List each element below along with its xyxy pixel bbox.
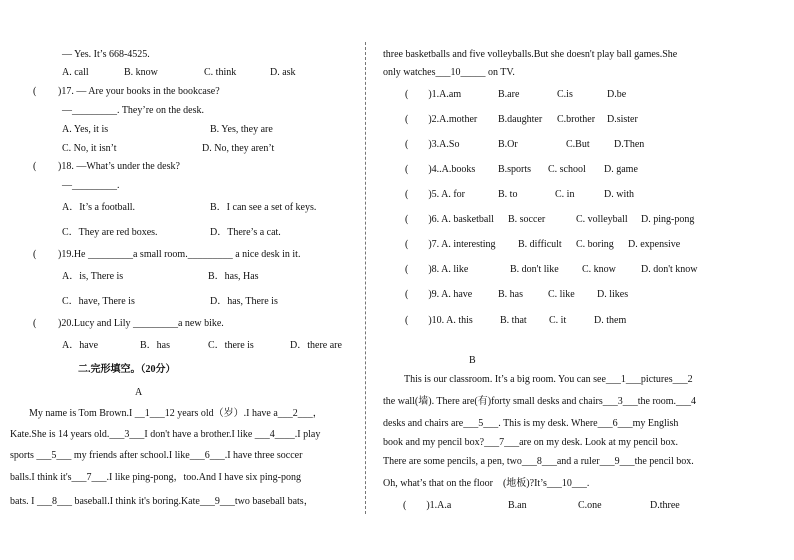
cloze-b-item-1-d: D.three	[650, 500, 680, 511]
passage-a-line: balls.I think it's___7___.I like ping-pong，too.And I have six ping-pong	[10, 472, 301, 483]
q17-option-a: A. Yes, it is	[62, 124, 109, 135]
q20-paren: (	[33, 318, 37, 329]
q19-stem: )19.He _________a small room._________ a nice desk in it.	[58, 249, 301, 260]
passage-a-cont-line: three basketballs and five volleyballs.But she doesn't play ball games.She	[383, 49, 678, 60]
q20-option-b: B．has	[140, 340, 170, 351]
cloze-a-item-2-d: D.sister	[607, 114, 638, 125]
cloze-a-item-1-stem: ( )1.A.am	[405, 89, 462, 100]
cloze-a-item-4-c: C. school	[548, 164, 586, 175]
cloze-a-item-1-c: C.is	[557, 89, 573, 100]
cloze-a-item-6-b: B. soccer	[508, 214, 546, 225]
passage-b-line: the wall(墙). There are(有)forty small desks and chairs___3___the room.___4	[383, 396, 697, 407]
cloze-a-item-7-d: D. expensive	[628, 239, 681, 250]
column-divider	[365, 42, 366, 514]
cloze-a-item-3-d: D.Then	[614, 139, 645, 150]
cloze-a-item-2-c: C.brother	[557, 114, 596, 125]
q17-paren: (	[33, 86, 37, 97]
section-title: 二.完形填空。（20分）	[78, 364, 176, 375]
q18-reply: —_________.	[62, 180, 120, 191]
q18-option-a: A．It’s a football.	[62, 202, 136, 213]
q18-option-d: D．There’s a cat.	[210, 227, 281, 238]
cloze-a-item-7-c: C. boring	[576, 239, 614, 250]
cloze-a-item-1-d: D.be	[607, 89, 627, 100]
q20-option-c: C．there is	[208, 340, 254, 351]
passage-a-label: A	[135, 387, 143, 398]
passage-a-line: Kate.She is 14 years old.___3___I don't have a brother.I like ___4____.I play	[10, 429, 321, 440]
cloze-a-item-4-b: B.sports	[498, 164, 532, 175]
cloze-a-item-6-d: D. ping-pong	[641, 214, 695, 225]
q19-option-d: D．has, There is	[210, 296, 278, 307]
passage-a-cont-line: only watches___10_____ on TV.	[383, 67, 515, 78]
passage-a-line: My name is Tom Brown.I __1___12 years old（岁）.I have a___2___，	[29, 408, 323, 419]
cloze-a-item-3-b: B.Or	[498, 139, 518, 150]
passage-a-line: sports ___5___ my friends after school.I like___6___.I have three soccer	[10, 450, 303, 461]
cloze-a-item-6-stem: ( )6. A. basketball	[405, 214, 494, 225]
cloze-b-item-1-stem: ( )1.A.a	[403, 500, 452, 511]
cloze-a-item-2-b: B.daughter	[498, 114, 543, 125]
passage-b-line: Oh, what’s that on the floor (地板)?It’s___10___.	[383, 478, 590, 489]
cloze-a-item-10-c: C. it	[549, 315, 567, 326]
q18-option-c: C．They are red boxes.	[62, 227, 158, 238]
q20-stem: )20.Lucy and Lily _________a new bike.	[58, 318, 224, 329]
q16-option-b: B. know	[124, 67, 158, 78]
q17-option-d: D. No, they aren’t	[202, 143, 275, 154]
cloze-a-item-5-c: C. in	[555, 189, 575, 200]
cloze-a-item-9-b: B. has	[498, 289, 523, 300]
cloze-a-item-3-c: C.But	[566, 139, 590, 150]
q19-option-c: C．have, There is	[62, 296, 135, 307]
q17-option-c: C. No, it isn’t	[62, 143, 117, 154]
cloze-a-item-3-stem: ( )3.A.So	[405, 139, 460, 150]
passage-b-label: B	[469, 355, 476, 366]
q16-reply: — Yes. It’s 668-4525.	[62, 49, 150, 60]
cloze-a-item-10-d: D. them	[594, 315, 627, 326]
cloze-a-item-8-d: D. don't know	[641, 264, 698, 275]
cloze-a-item-6-c: C. volleyball	[576, 214, 628, 225]
cloze-a-item-5-d: D. with	[604, 189, 634, 200]
cloze-a-item-9-stem: ( )9. A. have	[405, 289, 473, 300]
cloze-b-item-1-b: B.an	[508, 500, 527, 511]
q18-option-b: B．I can see a set of keys.	[210, 202, 317, 213]
q17-reply: —_________. They’re on the desk.	[62, 105, 205, 116]
q16-option-d: D. ask	[270, 67, 296, 78]
cloze-a-item-8-b: B. don't like	[510, 264, 559, 275]
cloze-a-item-2-stem: ( )2.A.mother	[405, 114, 478, 125]
cloze-a-item-5-stem: ( )5. A. for	[405, 189, 465, 200]
passage-b-line: book and my pencil box?___7___are on my desk. Look at my pencil box.	[383, 437, 678, 448]
q20-option-a: A．have	[62, 340, 99, 351]
cloze-a-item-1-b: B.are	[498, 89, 520, 100]
cloze-b-item-1-c: C.one	[578, 500, 602, 511]
q19-option-a: A．is, There is	[62, 271, 124, 282]
q16-option-c: C. think	[204, 67, 237, 78]
q19-option-b: B．has, Has	[208, 271, 259, 282]
q20-option-d: D．there are	[290, 340, 342, 351]
passage-b-line: desks and chairs are___5___. This is my desk. Where___6___my English	[383, 418, 679, 429]
cloze-a-item-8-c: C. know	[582, 264, 616, 275]
cloze-a-item-4-stem: ( )4..A.books	[405, 164, 476, 175]
cloze-a-item-9-c: C. like	[548, 289, 575, 300]
cloze-a-item-5-b: B. to	[498, 189, 518, 200]
q18-paren: (	[33, 161, 37, 172]
q18-stem: )18. —What’s under the desk?	[58, 161, 180, 172]
cloze-a-item-8-stem: ( )8. A. like	[405, 264, 469, 275]
q19-paren: (	[33, 249, 37, 260]
passage-b-line: This is our classroom. It’s a big room. You can see___1___pictures___2	[404, 374, 693, 385]
q17-option-b: B. Yes, they are	[210, 124, 273, 135]
passage-b-line: There are some pencils, a pen, two___8___and a ruler___9___the pencil box.	[383, 456, 694, 467]
q16-option-a: A. call	[62, 67, 89, 78]
cloze-a-item-7-stem: ( )7. A. interesting	[405, 239, 496, 250]
passage-a-line: bats. I ___8___ baseball.I think it's boring.Kate___9___two baseball bats，	[10, 496, 314, 507]
cloze-a-item-10-stem: ( )10. A. this	[405, 315, 473, 326]
cloze-a-item-4-d: D. game	[604, 164, 638, 175]
q17-stem: )17. — Are your books in the bookcase?	[58, 86, 220, 97]
cloze-a-item-10-b: B. that	[500, 315, 527, 326]
cloze-a-item-7-b: B. difficult	[518, 239, 562, 250]
cloze-a-item-9-d: D. likes	[597, 289, 629, 300]
